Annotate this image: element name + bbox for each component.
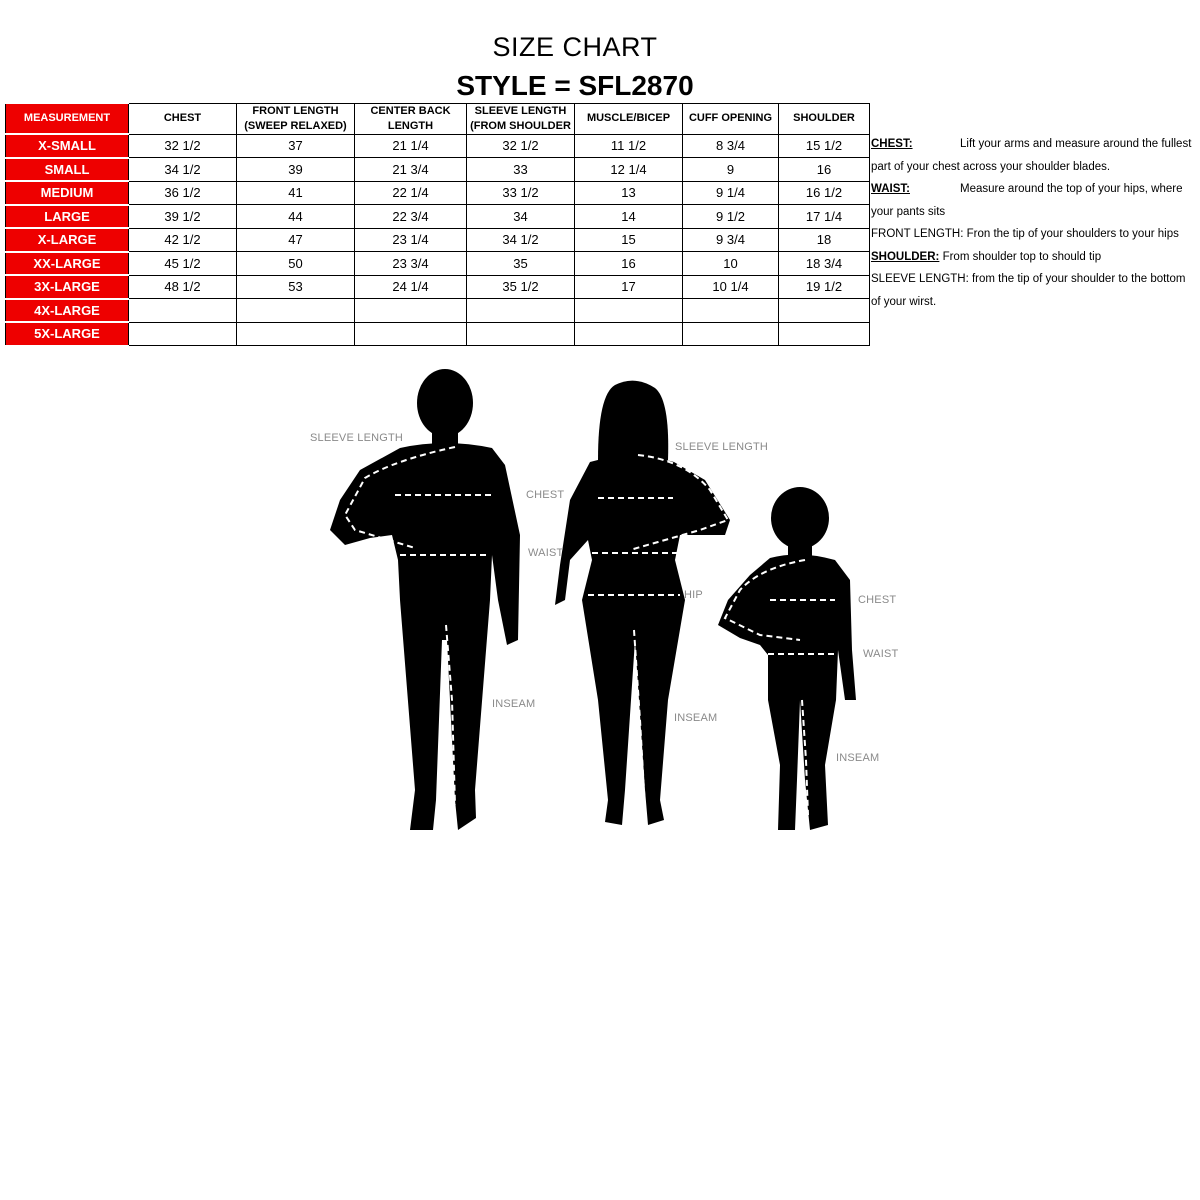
note-term-waist: WAIST: [871,183,910,195]
cell-front-length: 39 [237,158,355,182]
cell-chest: 34 1/2 [129,158,237,182]
cell-cuff-opening: 10 1/4 [683,275,779,299]
note-term-shoulder: SHOULDER: [871,250,940,263]
cell-shoulder: 19 1/2 [779,275,870,299]
style-code: STYLE = SFL2870 [456,70,694,101]
cell-center-back: 21 3/4 [355,158,467,182]
cell-center-back: 23 1/4 [355,228,467,252]
cell-muscle-bicep: 11 1/2 [575,134,683,158]
woman-label-hip: HIP [684,589,703,601]
col-header-chest: CHEST [129,103,237,134]
size-label: SMALL [6,158,129,182]
cell-shoulder: 18 3/4 [779,252,870,276]
note-text-shoulder: From shoulder top to should tip [939,250,1102,263]
size-label: MEDIUM [6,181,129,205]
cell-chest: 45 1/2 [129,252,237,276]
cell-center-back: 22 3/4 [355,205,467,229]
child-label-inseam: INSEAM [836,752,880,764]
cell-sleeve-length: 34 1/2 [467,228,575,252]
cell-shoulder: 15 1/2 [779,134,870,158]
size-label: X-LARGE [6,228,129,252]
cell-muscle-bicep: 14 [575,205,683,229]
cell-center-back: 23 3/4 [355,252,467,276]
cell-front-length: 41 [237,181,355,205]
size-label: 4X-LARGE [6,299,129,323]
cell-shoulder: 16 1/2 [779,181,870,205]
col-header-cuff-opening: CUFF OPENING [683,103,779,134]
child-label-waist: WAIST [863,648,899,660]
cell-sleeve-length: 35 [467,252,575,276]
man-label-chest: CHEST [526,489,565,501]
size-label: LARGE [6,205,129,229]
note-sleeve-continued: of your wirst. [871,295,937,308]
cell-muscle-bicep: 17 [575,275,683,299]
note-waist-continued: your pants sits [871,205,946,218]
cell-muscle-bicep: 16 [575,252,683,276]
size-label: 3X-LARGE [6,275,129,299]
cell-cuff-opening: 9 [683,158,779,182]
note-front-length: FRONT LENGTH: Fron the tip of your shoulders to your hips [871,228,1179,240]
cell-muscle-bicep: 12 1/4 [575,158,683,182]
cell-cuff-opening: 9 1/4 [683,181,779,205]
cell-chest: 36 1/2 [129,181,237,205]
cell-muscle-bicep: 15 [575,228,683,252]
cell-front-length: 50 [237,252,355,276]
size-label: XX-LARGE [6,252,129,276]
cell-chest: 32 1/2 [129,134,237,158]
cell-center-back: 21 1/4 [355,134,467,158]
cell-front-length: 37 [237,134,355,158]
cell-shoulder: 17 1/4 [779,205,870,229]
cell-front-length: 44 [237,205,355,229]
cell-chest: 42 1/2 [129,228,237,252]
col-header-front-length: FRONT LENGTH (SWEEP RELAXED) [237,103,355,134]
cell-sleeve-length: 34 [467,205,575,229]
cell-cuff-opening: 9 1/2 [683,205,779,229]
woman-label-inseam: INSEAM [674,712,718,724]
size-label: X-SMALL [6,134,129,158]
cell-shoulder: 16 [779,158,870,182]
page-title: SIZE CHART [492,32,658,62]
size-label: 5X-LARGE [6,322,129,346]
cell-chest: 39 1/2 [129,205,237,229]
woman-label-sleeve: SLEEVE LENGTH [675,441,769,453]
cell-cuff-opening: 10 [683,252,779,276]
man-label-sleeve: SLEEVE LENGTH [310,432,404,444]
note-text-waist: Measure around the top of your hips, where [960,183,1183,195]
child-label-chest: CHEST [858,594,897,606]
note-chest-continued: part of your chest across your shoulder blades. [871,160,1111,173]
col-header-muscle-bicep: MUSCLE/BICEP [575,103,683,134]
man-label-inseam: INSEAM [492,698,536,710]
col-header-sleeve-length: SLEEVE LENGTH (FROM SHOULDER [467,103,575,134]
cell-muscle-bicep: 13 [575,181,683,205]
cell-center-back: 24 1/4 [355,275,467,299]
cell-cuff-opening: 8 3/4 [683,134,779,158]
child-silhouette [718,487,856,830]
cell-cuff-opening: 9 3/4 [683,228,779,252]
note-sleeve-length: SLEEVE LENGTH: from the tip of your shoulder to the bottom [871,273,1186,285]
col-header-measurement: MEASUREMENT [6,103,129,134]
cell-chest: 48 1/2 [129,275,237,299]
cell-center-back: 22 1/4 [355,181,467,205]
cell-sleeve-length: 33 [467,158,575,182]
note-term-chest: CHEST: [871,138,913,150]
man-label-waist: WAIST [528,547,564,559]
col-header-center-back: CENTER BACK LENGTH [355,103,467,134]
cell-sleeve-length: 32 1/2 [467,134,575,158]
cell-front-length: 47 [237,228,355,252]
col-header-shoulder: SHOULDER [779,103,870,134]
cell-sleeve-length: 33 1/2 [467,181,575,205]
cell-shoulder: 18 [779,228,870,252]
cell-front-length: 53 [237,275,355,299]
cell-sleeve-length: 35 1/2 [467,275,575,299]
note-text-chest: Lift your arms and measure around the fullest [960,138,1192,150]
